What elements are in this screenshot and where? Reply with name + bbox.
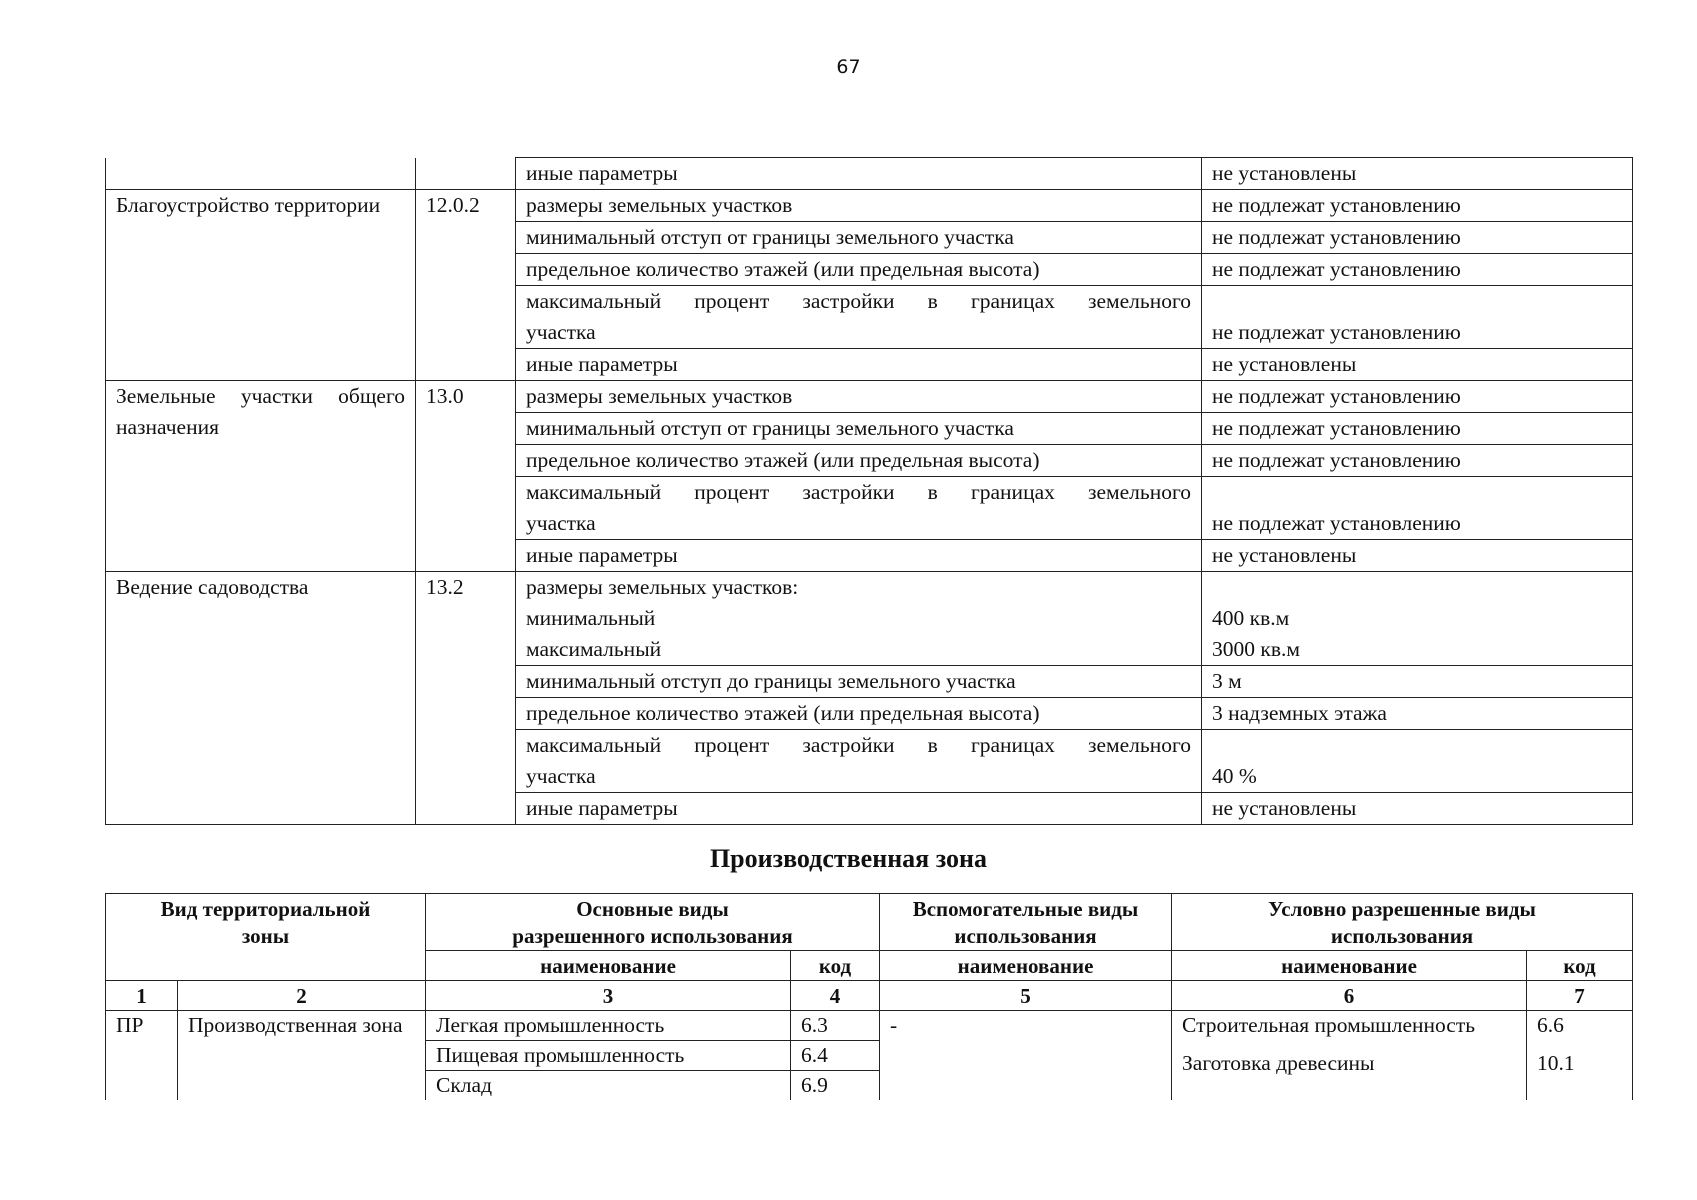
param-line: максимальный [526,637,662,661]
param-line: максимальный процент застройки в границах земельного [526,480,1191,504]
cond-use-name: Строительная промышленность [1182,1013,1476,1037]
value-cell: не подлежат установлению [1202,413,1633,445]
param-cell: предельное количество этажей (или предельная высота) [516,445,1202,477]
cond-use-name: Заготовка древесины [1182,1051,1375,1075]
use-name-line: назначения [116,415,219,439]
param-cell: минимальный отступ до границы земельного участка [516,666,1202,698]
main-use-name: Легкая промышленность [426,1011,791,1041]
header-line: Вид территориальной [160,897,371,921]
value-cell: не подлежат установлению [1202,254,1633,286]
table-row [106,572,1633,666]
use-name-line: Земельные участки общего [116,384,405,408]
header-line: Основные виды [576,897,729,921]
param-cell: минимальный отступ от границы земельного участка [516,413,1202,445]
param-line: участка [526,320,596,344]
header-line: использования [1330,924,1474,948]
zone-type-header [106,894,426,981]
cond-use-code: 10.1 [1537,1051,1575,1075]
main-use-code: 6.4 [791,1041,880,1071]
param-cell [516,730,1202,793]
param-cell [516,572,1202,666]
aux-uses-header [880,894,1172,951]
value-cell: не установлены [1202,158,1633,190]
value-cell: не установлены [1202,349,1633,381]
zone-name-cell: Производственная зона [178,1011,426,1101]
header-line: использования [954,924,1097,948]
param-line: минимальный [526,606,656,630]
header-row [106,894,1633,951]
param-line: участка [526,764,596,788]
value-line [1212,572,1622,603]
use-name-cell: Ведение садоводства [106,572,416,825]
header-line: зоны [241,924,290,948]
param-cell: предельное количество этажей (или предельная высота) [516,254,1202,286]
param-cell: иные параметры [516,158,1202,190]
production-zone-table [105,893,1633,1100]
land-use-parameters-table [105,157,1633,825]
use-code-cell [416,158,516,190]
cond-uses-codes [1527,1011,1633,1101]
use-code-cell: 13.2 [416,572,516,825]
param-line: максимальный процент застройки в границах земельного [526,289,1191,313]
param-line: размеры земельных участков: [526,575,799,599]
use-name-cell [106,158,416,190]
column-number: 7 [1527,981,1633,1011]
main-use-name: Пищевая промышленность [426,1041,791,1071]
param-cell: предельное количество этажей (или предельная высота) [516,698,1202,730]
name-subheader: наименование [426,951,791,981]
value-cell [1202,572,1633,666]
use-code-cell: 12.0.2 [416,190,516,381]
main-use-code: 6.3 [791,1011,880,1041]
column-number: 6 [1172,981,1527,1011]
aux-uses-cell: - [880,1011,1172,1101]
column-number: 5 [880,981,1172,1011]
main-use-name: Склад [426,1071,791,1101]
value-cell: не подлежат установлению [1202,190,1633,222]
column-number: 4 [791,981,880,1011]
param-cell: иные параметры [516,349,1202,381]
header-line: разрешенного использования [512,924,793,948]
param-cell: минимальный отступ от границы земельного участка [516,222,1202,254]
value-cell: 40 % [1202,730,1633,793]
table-row [106,190,1633,222]
value-cell: не подлежат установлению [1202,445,1633,477]
name-subheader: наименование [1172,951,1527,981]
value-line: 3000 кв.м [1212,637,1300,661]
use-code-cell: 13.0 [416,381,516,572]
column-number: 3 [426,981,791,1011]
param-cell [516,286,1202,349]
cond-use-code: 6.6 [1537,1013,1564,1037]
table-row [106,381,1633,413]
use-name-cell [106,381,416,572]
value-cell: не установлены [1202,540,1633,572]
param-line: максимальный процент застройки в границах земельного [526,733,1191,757]
section-title: Производственная зона [709,844,988,873]
cond-uses-names [1172,1011,1527,1101]
name-subheader: наименование [880,951,1172,981]
param-cell: иные параметры [516,793,1202,825]
cond-uses-header [1172,894,1633,951]
zone-code-cell: ПР [106,1011,178,1101]
value-cell: 3 надземных этажа [1202,698,1633,730]
value-cell: не подлежат установлению [1202,477,1633,540]
param-cell: размеры земельных участков [516,190,1202,222]
main-uses-header [426,894,880,951]
value-cell: не подлежат установлению [1202,286,1633,349]
code-subheader: код [791,951,880,981]
value-cell: не подлежат установлению [1202,222,1633,254]
value-cell: 3 м [1202,666,1633,698]
use-name-cell: Благоустройство территории [106,190,416,381]
value-cell: не подлежат установлению [1202,381,1633,413]
page-number: 67 [836,56,861,78]
param-line: участка [526,511,596,535]
column-number: 1 [106,981,178,1011]
code-subheader: код [1527,951,1633,981]
header-line: Условно разрешенные виды [1268,897,1536,921]
table-row [106,1011,1633,1041]
param-cell [516,477,1202,540]
value-line: 400 кв.м [1212,606,1290,630]
value-cell: не установлены [1202,793,1633,825]
param-cell: размеры земельных участков [516,381,1202,413]
column-number-row [106,981,1633,1011]
table-row [106,158,1633,190]
main-use-code: 6.9 [791,1071,880,1101]
param-cell: иные параметры [516,540,1202,572]
header-line: Вспомогательные виды [912,897,1139,921]
column-number: 2 [178,981,426,1011]
